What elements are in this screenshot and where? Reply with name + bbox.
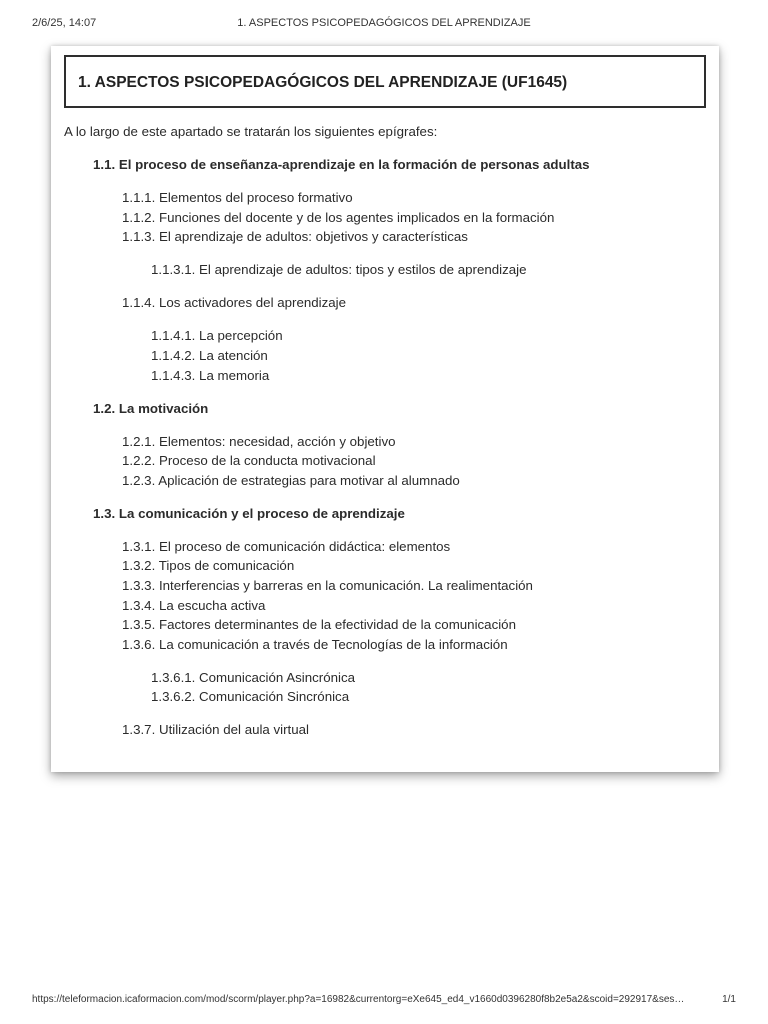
toc-item-1-1-4-2: 1.1.4.2. La atención xyxy=(151,348,268,363)
print-url: https://teleformacion.icaformacion.com/mod/scorm/player.php?a=16982&currentorg=eXe645_ed4_v1660d0396280f8b2e5a2&scoid=292917&ses… xyxy=(32,994,685,1005)
print-footer xyxy=(32,994,736,1008)
print-date: 2/6/25, 14:07 xyxy=(32,17,97,29)
toc-item-1-3-4: 1.3.4. La escucha activa xyxy=(122,598,266,613)
section-heading: 1. ASPECTOS PSICOPEDAGÓGICOS DEL APRENDIZAJE (UF1645) xyxy=(78,74,568,91)
print-title: 1. ASPECTOS PSICOPEDAGÓGICOS DEL APRENDIZAJE xyxy=(237,17,531,29)
toc-item-1-3: 1.3. La comunicación y el proceso de aprendizaje xyxy=(93,506,405,521)
toc-item-1-3-2: 1.3.2. Tipos de comunicación xyxy=(122,558,295,573)
toc-item-1-2-1: 1.2.1. Elementos: necesidad, acción y objetivo xyxy=(122,434,396,449)
toc-item-1-2-3: 1.2.3. Aplicación de estrategias para motivar al alumnado xyxy=(122,473,460,488)
print-page-count: 1/1 xyxy=(722,994,736,1005)
toc-item-1-1-1: 1.1.1. Elementos del proceso formativo xyxy=(122,190,353,205)
toc-item-1-3-1: 1.3.1. El proceso de comunicación didáctica: elementos xyxy=(122,539,451,554)
toc-item-1-1-4-1: 1.1.4.1. La percepción xyxy=(151,328,283,343)
section-heading-box xyxy=(64,55,706,108)
toc-item-1-3-5: 1.3.5. Factores determinantes de la efectividad de la comunicación xyxy=(122,617,516,632)
toc-item-1-3-7: 1.3.7. Utilización del aula virtual xyxy=(122,722,309,737)
print-header xyxy=(32,17,736,31)
toc-item-1-1-4-3: 1.1.4.3. La memoria xyxy=(151,368,270,383)
toc-item-1-2-2: 1.2.2. Proceso de la conducta motivacional xyxy=(122,453,376,468)
toc-item-1-2: 1.2. La motivación xyxy=(93,401,209,416)
toc-item-1-1-3: 1.1.3. El aprendizaje de adultos: objetivos y características xyxy=(122,229,468,244)
toc-item-1-1-3-1: 1.1.3.1. El aprendizaje de adultos: tipos y estilos de aprendizaje xyxy=(151,262,527,277)
toc-item-1-1: 1.1. El proceso de enseñanza-aprendizaje en la formación de personas adultas xyxy=(93,157,590,172)
toc-item-1-3-6-1: 1.3.6.1. Comunicación Asincrónica xyxy=(151,670,355,685)
intro-text: A lo largo de este apartado se tratarán los siguientes epígrafes: xyxy=(64,124,438,139)
toc-item-1-3-6-2: 1.3.6.2. Comunicación Sincrónica xyxy=(151,689,350,704)
toc-item-1-1-4: 1.1.4. Los activadores del aprendizaje xyxy=(122,295,346,310)
content-card xyxy=(51,46,719,772)
toc-item-1-1-2: 1.1.2. Funciones del docente y de los agentes implicados en la formación xyxy=(122,210,555,225)
toc-item-1-3-6: 1.3.6. La comunicación a través de Tecnologías de la información xyxy=(122,637,508,652)
toc-item-1-3-3: 1.3.3. Interferencias y barreras en la comunicación. La realimentación xyxy=(122,578,533,593)
